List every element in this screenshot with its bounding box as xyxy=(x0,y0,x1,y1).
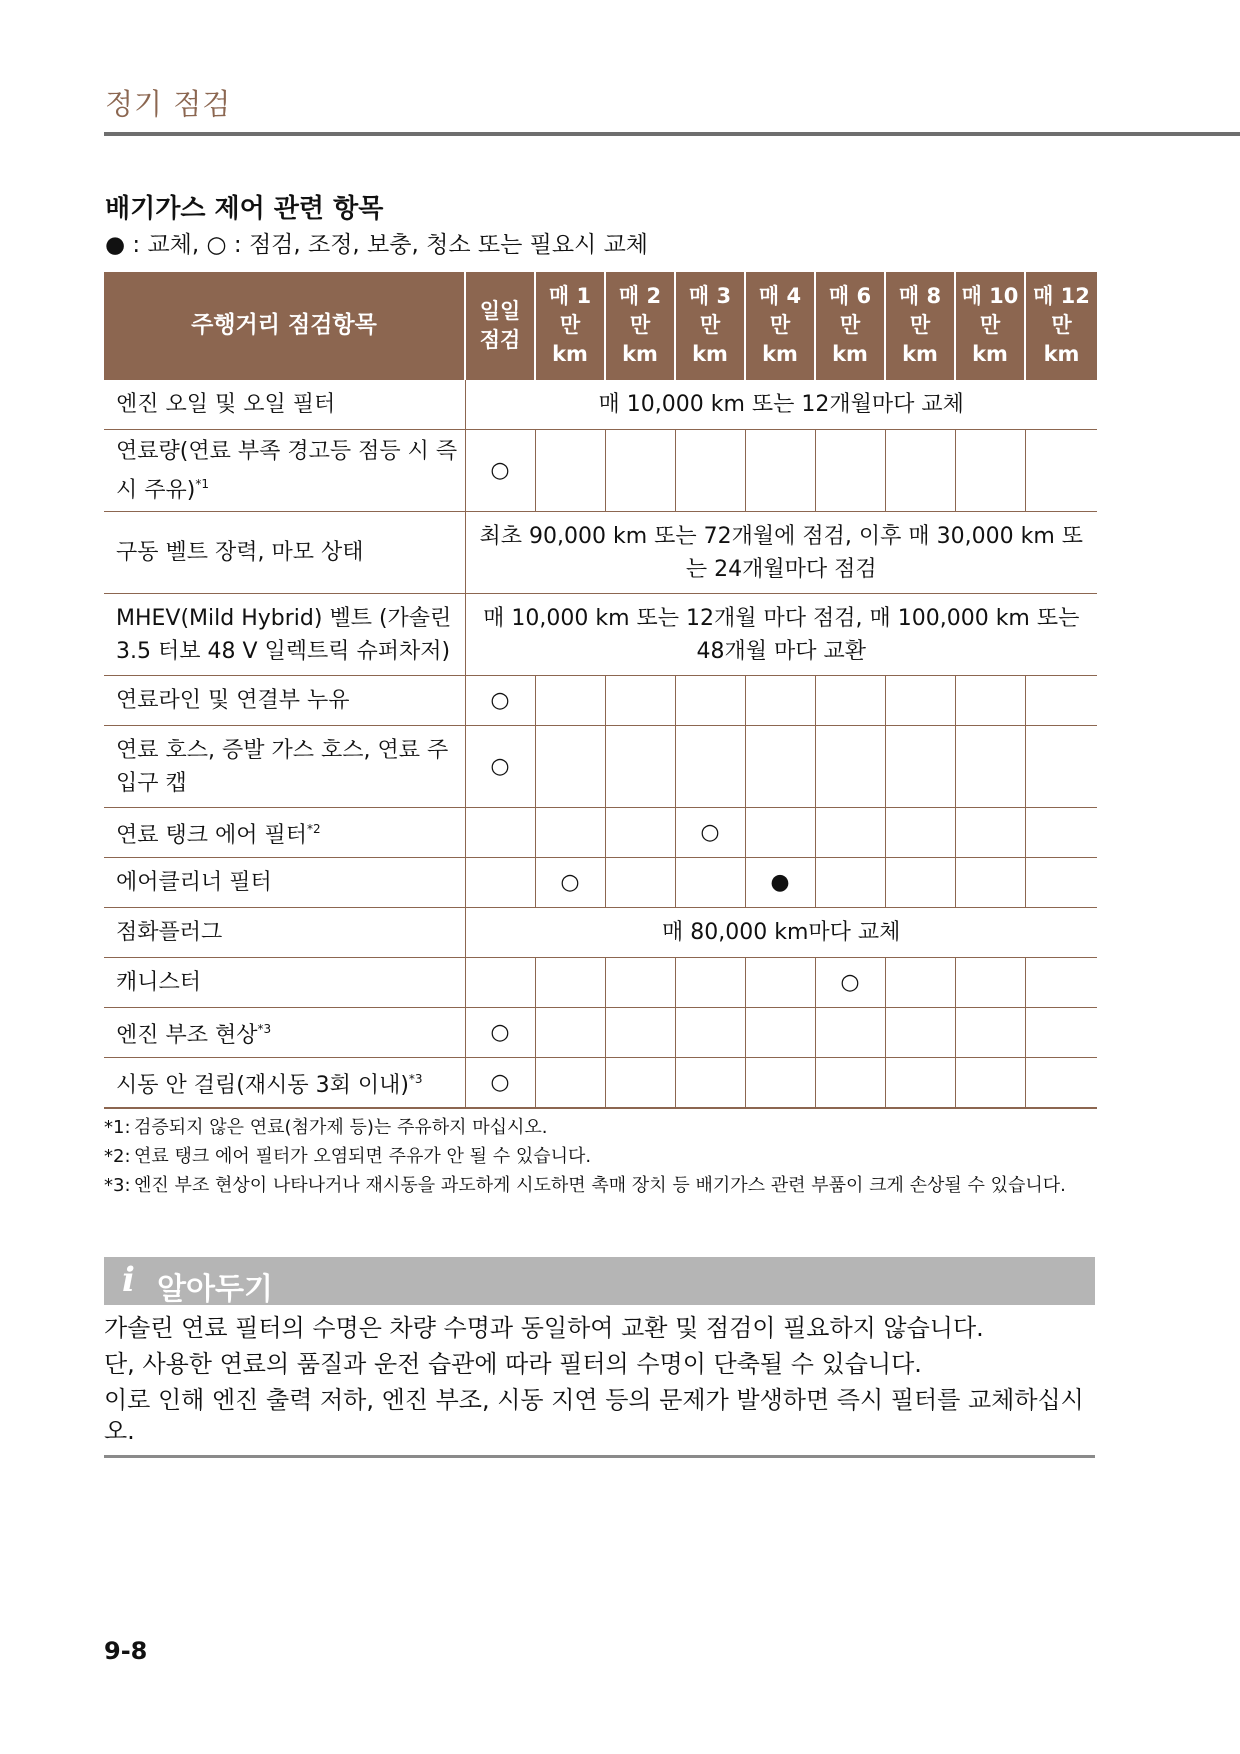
interval-cell xyxy=(815,430,885,512)
daily-check-cell: ○ xyxy=(465,1058,535,1108)
daily-check-cell: ○ xyxy=(465,726,535,808)
row-item-label: 엔진 부조 현상$^{*3}$ xyxy=(104,1008,465,1058)
interval-note: 매 10,000 km 또는 12개월마다 교체 xyxy=(465,380,1097,430)
interval-cell xyxy=(675,1008,745,1058)
interval-cell xyxy=(675,958,745,1008)
interval-cell xyxy=(955,1008,1025,1058)
page-heading: 배기가스 제어 관련 항목 xyxy=(105,194,384,224)
table-row xyxy=(104,380,1097,430)
interval-cell xyxy=(605,430,675,512)
interval-cell xyxy=(885,1058,955,1108)
row-item-label: 연료 탱크 에어 필터$^{*2}$ xyxy=(104,808,465,858)
interval-cell xyxy=(1025,430,1097,512)
daily-check-cell: ○ xyxy=(465,1008,535,1058)
interval-cell xyxy=(885,808,955,858)
table-row xyxy=(104,594,1097,676)
interval-cell xyxy=(885,726,955,808)
interval-cell xyxy=(885,1008,955,1058)
interval-cell xyxy=(1025,858,1097,908)
interval-cell xyxy=(745,958,815,1008)
page-number: 9-8 xyxy=(104,1637,148,1665)
interval-cell xyxy=(745,1058,815,1108)
info-icon: i xyxy=(122,1260,135,1300)
interval-cell xyxy=(675,1058,745,1108)
table-row xyxy=(104,808,1097,858)
table-row xyxy=(104,958,1097,1008)
footnote-ref: *3 xyxy=(257,1022,272,1036)
interval-cell: ● xyxy=(745,858,815,908)
legend: ● : 교체, ○ : 점검, 조정, 보충, 청소 또는 필요시 교체 xyxy=(105,232,649,258)
interval-cell: ○ xyxy=(815,958,885,1008)
tip-paragraph: 단, 사용한 연료의 품질과 운전 습관에 따라 필터의 수명이 단축될 수 있습니다. xyxy=(104,1350,922,1378)
footnote-ref: *2 xyxy=(307,822,321,836)
interval-cell xyxy=(675,726,745,808)
interval-cell xyxy=(605,808,675,858)
interval-cell xyxy=(955,726,1025,808)
interval-cell xyxy=(675,430,745,512)
daily-check-cell xyxy=(465,808,535,858)
daily-check-cell xyxy=(465,858,535,908)
row-item-label: 캐니스터 xyxy=(104,958,465,1008)
tip-title: 알아두기 xyxy=(157,1272,273,1307)
table-row xyxy=(104,908,1097,958)
interval-cell xyxy=(885,676,955,726)
interval-cell xyxy=(815,676,885,726)
tip-body xyxy=(104,1313,1096,1452)
row-item-label: 에어클리너 필터 xyxy=(104,858,465,908)
interval-cell: ○ xyxy=(535,858,605,908)
interval-cell xyxy=(955,430,1025,512)
row-item-label: 연료량(연료 부족 경고등 점등 시 즉시 주유)$^{*1}$ xyxy=(104,430,465,512)
row-item-label: 연료라인 및 연결부 누유 xyxy=(104,676,465,726)
table-row xyxy=(104,430,1097,512)
interval-cell xyxy=(1025,1008,1097,1058)
tip-paragraph: 이로 인해 엔진 출력 저하, 엔진 부조, 시동 지연 등의 문제가 발생하면 즉시 필터를 교체하십시오. xyxy=(104,1386,1084,1445)
interval-cell xyxy=(1025,726,1097,808)
header-interval: 매 8 만 km xyxy=(885,272,955,380)
interval-cell xyxy=(535,1008,605,1058)
header-daily: 일일 점검 xyxy=(465,272,535,380)
interval-cell xyxy=(955,676,1025,726)
header-item: 주행거리 점검항목 xyxy=(104,272,465,380)
interval-cell xyxy=(745,726,815,808)
row-item-label: 연료 호스, 증발 가스 호스, 연료 주입구 캡 xyxy=(104,726,465,808)
header-divider xyxy=(104,132,1240,136)
interval-note: 최초 90,000 km 또는 72개월에 점검, 이후 매 30,000 km 또는 24개월마다 점검 xyxy=(465,512,1097,594)
interval-cell xyxy=(745,1008,815,1058)
maintenance-table xyxy=(104,272,1097,1109)
interval-cell xyxy=(1025,958,1097,1008)
table-row xyxy=(104,512,1097,594)
tip-divider xyxy=(104,1455,1095,1458)
interval-cell xyxy=(955,858,1025,908)
interval-cell xyxy=(955,958,1025,1008)
interval-cell xyxy=(955,1058,1025,1108)
interval-cell xyxy=(745,430,815,512)
footnote: *1: 검증되지 않은 연료(첨가제 등)는 주유하지 마십시오. xyxy=(104,1117,548,1138)
interval-cell xyxy=(675,676,745,726)
daily-check-cell: ○ xyxy=(465,676,535,726)
interval-cell xyxy=(605,858,675,908)
interval-cell xyxy=(605,1008,675,1058)
interval-cell xyxy=(815,858,885,908)
interval-cell xyxy=(885,430,955,512)
interval-cell xyxy=(535,676,605,726)
interval-cell xyxy=(815,1008,885,1058)
interval-cell xyxy=(745,676,815,726)
daily-check-cell: ○ xyxy=(465,430,535,512)
interval-cell xyxy=(885,858,955,908)
row-item-label: 구동 벨트 장력, 마모 상태 xyxy=(104,512,465,594)
tip-banner xyxy=(104,1257,1095,1305)
header-interval: 매 10 만 km xyxy=(955,272,1025,380)
row-item-label: MHEV(Mild Hybrid) 벨트 (가솔린 3.5 터보 48 V 일렉트릭 슈퍼차저) xyxy=(104,594,465,676)
table-row xyxy=(104,1008,1097,1058)
table-row xyxy=(104,726,1097,808)
table-row xyxy=(104,676,1097,726)
footnote: *3: 엔진 부조 현상이 나타나거나 재시동을 과도하게 시도하면 촉매 장치 등 배기가스 관련 부품이 크게 손상될 수 있습니다. xyxy=(104,1175,1066,1196)
interval-cell xyxy=(815,808,885,858)
interval-cell xyxy=(885,958,955,1008)
interval-cell xyxy=(535,958,605,1008)
section-title: 정기 점검 xyxy=(105,87,232,121)
interval-cell xyxy=(605,1058,675,1108)
interval-cell xyxy=(1025,808,1097,858)
interval-cell xyxy=(605,726,675,808)
interval-cell xyxy=(1025,676,1097,726)
interval-cell xyxy=(535,1058,605,1108)
footnote: *2: 연료 탱크 에어 필터가 오염되면 주유가 안 될 수 있습니다. xyxy=(104,1146,592,1167)
interval-cell xyxy=(955,808,1025,858)
interval-cell xyxy=(815,1058,885,1108)
interval-cell xyxy=(745,808,815,858)
interval-cell xyxy=(1025,1058,1097,1108)
footnotes xyxy=(104,1116,1096,1203)
row-item-label: 점화플러그 xyxy=(104,908,465,958)
interval-cell: ○ xyxy=(675,808,745,858)
row-item-label: 시동 안 걸림(재시동 3회 이내)$^{*3}$ xyxy=(104,1058,465,1108)
header-interval: 매 2 만 km xyxy=(605,272,675,380)
interval-cell xyxy=(675,858,745,908)
header-interval: 매 3 만 km xyxy=(675,272,745,380)
interval-note: 매 80,000 km마다 교체 xyxy=(465,908,1097,958)
interval-cell xyxy=(605,958,675,1008)
interval-cell xyxy=(535,430,605,512)
daily-check-cell xyxy=(465,958,535,1008)
header-interval: 매 6 만 km xyxy=(815,272,885,380)
interval-cell xyxy=(535,726,605,808)
footnote-ref: *1 xyxy=(195,476,209,491)
table-row xyxy=(104,858,1097,908)
row-item-label: 엔진 오일 및 오일 필터 xyxy=(104,380,465,430)
table-header-row xyxy=(104,272,1097,380)
interval-note: 매 10,000 km 또는 12개월 마다 점검, 매 100,000 km 또는 48개월 마다 교환 xyxy=(465,594,1097,676)
interval-cell xyxy=(605,676,675,726)
interval-cell xyxy=(535,808,605,858)
header-interval: 매 1 만 km xyxy=(535,272,605,380)
footnote-ref: *3 xyxy=(408,1071,423,1086)
table-row xyxy=(104,1058,1097,1108)
header-interval: 매 4 만 km xyxy=(745,272,815,380)
header-interval: 매 12 만 km xyxy=(1025,272,1097,380)
interval-cell xyxy=(815,726,885,808)
tip-paragraph: 가솔린 연료 필터의 수명은 차량 수명과 동일하여 교환 및 점검이 필요하지 않습니다. xyxy=(104,1314,984,1342)
